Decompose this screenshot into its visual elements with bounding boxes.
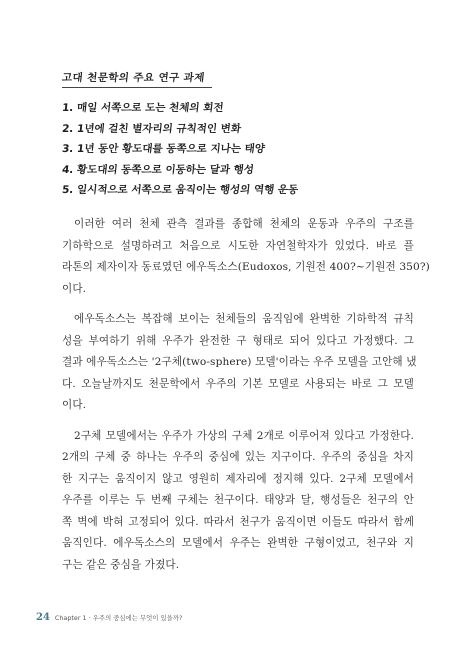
text-line: 결과 에우독소스는 '2구체(two-sphere) 모델'이라는 우주 모델을 고안해 냈	[62, 356, 417, 368]
paragraph-2	[62, 309, 417, 417]
text-line: 한 지구는 움직이지 않고 영원히 제자리에 정지해 있다. 2구체 모델에서	[62, 472, 414, 485]
handwritten-note	[62, 66, 362, 201]
running-head: Chapter 1 · 우주의 중심에는 무엇이 있을까?	[54, 614, 183, 622]
text-line: 이다.	[62, 399, 87, 411]
text-line: 에우독소스는 복잡해 보이는 천체들의 움직임에 완벽한 기하학적 규칙	[74, 313, 414, 325]
note-item: 4. 황도대의 동쪽으로 이동하는 달과 행성	[61, 163, 255, 176]
text-line: 움직인다. 에우독소스의 모델에서 우주는 완벽한 구형이었고, 천구와 지	[62, 537, 414, 549]
text-line: 라톤의 제자이자 동료였던 에우독소스(Eudoxos, 기원전 400?~기원전 350?)	[62, 261, 430, 273]
text-line: 성을 부여하기 위해 우주가 완전한 구 형태로 되어 있다고 가정했다. 그	[62, 334, 414, 347]
body-text	[62, 214, 430, 585]
note-title-underline	[62, 87, 212, 88]
note-item: 2. 1년에 걸친 별자리의 규칙적인 변화	[61, 122, 242, 135]
text-line: 다. 오늘날까지도 천문학에서 우주의 기본 모델로 사용되는 바로 그 모델	[62, 377, 414, 390]
text-line: 구는 같은 중심을 가졌다.	[62, 558, 180, 571]
text-line: 쪽 벽에 박혀 고정되어 있다. 따라서 천구가 움직이면 이들도 따라서 함께	[62, 515, 414, 528]
page-number: 24	[36, 612, 50, 623]
text-line: 이러한 여러 천체 관측 결과를 종합해 천체의 운동과 우주의 구조를	[74, 218, 414, 230]
text-line: 2개의 구체 중 하나는 우주의 중심에 있는 지구이다. 우주의 중심을 차지	[62, 451, 414, 463]
page-footer	[36, 612, 182, 623]
text-line: 기하학으로 설명하려고 처음으로 시도한 자연철학자가 있었다. 바로 플	[62, 239, 414, 252]
note-title: 고대 천문학의 주요 연구 과제	[61, 72, 206, 84]
text-line: 우주를 이루는 두 번째 구체는 천구이다. 태양과 달, 행성들은 천구의 안	[62, 494, 414, 506]
paragraph-1	[62, 214, 430, 300]
text-line: 2구체 모델에서는 우주가 가상의 구체 2개로 이루어져 있다고 가정한다.	[74, 429, 414, 442]
note-item: 3. 1년 동안 황도대를 동쪽으로 지나는 태양	[61, 143, 266, 155]
paragraph-3	[62, 426, 414, 577]
note-item: 1. 매일 서쪽으로 도는 천체의 회전	[61, 102, 225, 114]
text-line: 이다.	[62, 282, 87, 295]
note-item: 5. 일시적으로 서쪽으로 움직이는 행성의 역행 운동	[61, 184, 299, 196]
